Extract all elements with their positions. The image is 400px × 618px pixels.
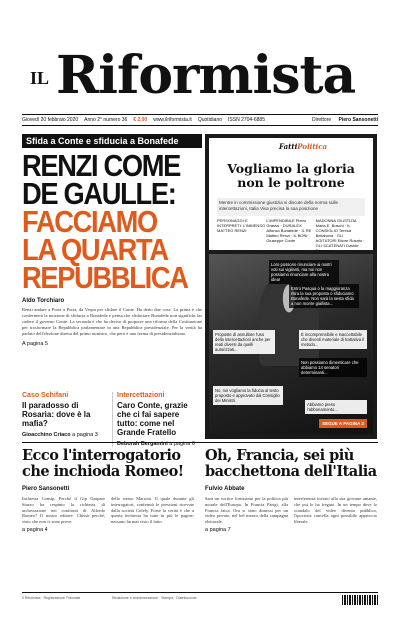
brief-page: a pagina 3	[72, 432, 98, 438]
headline-line: DE GAULLE:	[22, 176, 176, 211]
brief-author: Gioacchino Criaco	[22, 432, 71, 438]
body-column: Sarà un vortice fortissimo per la politica più morale dell'Europa. In Francia Parigi, alla Francia laica. Ora si sono dimessi per un video privato, nel bel mezzo della campagna elettorale.	[205, 496, 288, 525]
brief-tag: Caso Schifani	[22, 392, 69, 399]
brief-title: Il paradosso di Rosaria: dove è la mafia?	[22, 401, 91, 428]
photo-caption: Loro possono rinunciare ai nostri voti sui vigilanti, ma noi non possiamo rinunciare alla nostra idea!	[269, 260, 339, 284]
panel-title-line: non le poltrone	[237, 175, 345, 190]
brief-page: a pagina 6	[169, 441, 195, 447]
panel-brand-text: Fatti	[279, 142, 298, 151]
bottom-author: Piero Sansonetti	[22, 486, 70, 492]
body-column: Inchiesta Consip. Perché il Gip Gaspare Sturzo ha respinto la richiesta di archiviazione nei confronti di Alfredo Romeo? Il nostro editore. Chissà perché, visto che non ci sono prove.	[22, 496, 105, 525]
photo-caption: Non possiamo dimenticare che abbiamo 14 senatori determinanti...	[299, 358, 367, 377]
cast-column: L'IMPENDIBILE Pietro Grasso · DURALEX Alfonso Bonafede · IL RE Matteo Renzi · IL BONI Giuseppe Conte	[266, 218, 312, 243]
lead-author: Aldo Torchiaro	[22, 298, 65, 304]
headline-line-accent: FACCIAMO	[22, 204, 157, 239]
panel-title	[209, 162, 373, 190]
dateline	[22, 114, 378, 126]
bottom-page-ref[interactable]: a pagina 4	[22, 526, 48, 533]
body-column: interferenza inviato alla sua giovane amante, che poi lo ha fregato. In un tempo dove lo scandalo del video diventa pubblico, l'ipocrisia cancella ogni possibile approccio liberale.	[294, 496, 377, 525]
headline-line: RENZI COME	[22, 148, 181, 183]
frequency: Quotidiano	[197, 117, 223, 123]
director-name: Piero Sansonetti	[338, 117, 378, 123]
panel-brand	[279, 142, 327, 151]
brief-story[interactable]	[112, 392, 200, 447]
photo-caption: Abbiamo preso l'abbonamento...	[305, 400, 367, 414]
bottom-story[interactable]	[205, 448, 377, 533]
bottom-body	[205, 496, 377, 525]
brief-tag: Intercettazioni	[117, 392, 165, 399]
bottom-page-ref[interactable]: a pagina 7	[205, 526, 231, 533]
feature-panel[interactable]	[205, 134, 377, 439]
cast-column: PERSONAGGI E INTERPRETI: L'IMMENSO MATTEO RENZI	[217, 218, 266, 233]
body-column: dello stesso Marroni. Il quale durante gli interrogatori, confermò le pressioni ricevute dalla società Cofely. Forse la verità è che a questa inchiesta ha tutte in più le pagine: nessuno ha mai visto il fatto.	[111, 496, 194, 525]
bottom-author: Fulvio Abbate	[205, 486, 245, 492]
website-link[interactable]: www.ilriformista.it	[153, 117, 192, 123]
panel-subtitle: Mentre in commissione giustizia si discute della norma sulle intercettazioni, Italia Viva precisa la sua posizione	[217, 198, 365, 216]
brief-title: Caro Conte, grazie che ci fai sapere tutto: come nel Grande Fratello	[117, 401, 188, 437]
panel-title-line: Vogliamo la gloria	[227, 161, 355, 176]
lead-page-ref[interactable]: A pagina 5	[22, 341, 48, 347]
masthead	[0, 0, 400, 123]
segue-link[interactable]: SEGUE A PAGINA 2	[319, 419, 367, 428]
price: € 2,00	[133, 117, 148, 123]
bottom-body	[22, 496, 194, 525]
lead-body: Renzi andare a Porta a Porta, da Vespa per sfidare il Conte. Ha detto due cose. La prima è che confermerà la mozione di sfiducia a Bonafede e pensa che sfiduciare Bonafede non significhi far cadere il governo Conte. La seconda è che ha deciso di proporre una riforma della Costituzione per trasformare la Repubblica parlamentare in una Repubblica presidenziale. Per la verità ha parlato dell'elezione diretta del primo ministro, che però è una forma di presidenzialismo.	[22, 307, 202, 336]
photo-caption: È incomprensibile e inaccettabile che diventi materiale di trattativa il metodo...	[299, 330, 367, 349]
headline-line-accent: LA QUARTA	[22, 232, 168, 267]
feature-card	[209, 138, 373, 253]
issn: ISSN 2704-6885	[228, 117, 265, 123]
issue-date: Giovedì 20 febbraio 2020	[22, 117, 79, 123]
lead-story[interactable]	[22, 134, 202, 347]
director	[312, 117, 378, 123]
bottom-story[interactable]	[22, 448, 194, 533]
footer-left: Il Riformista · Registrazione Tribunale	[22, 596, 81, 600]
bottom-headline: Oh, Francia, sei più bacchettona dell'Italia	[205, 447, 377, 480]
lead-headline[interactable]	[22, 148, 202, 295]
brief-author: Deborah Bergamini	[117, 441, 168, 447]
headline-line-accent: REPUBBLICA	[22, 260, 188, 295]
footer-middle: Redazione e amministrazione · Stampa · Distribuzione	[112, 596, 197, 600]
issue-number: Anno 2° numero 36	[84, 117, 128, 123]
photo-caption: Entro Pasqua o la maggioranza ritira la sua proposta o sfiduciamo Bonafede. Non sarà la sesta sfida a non morire giallista...	[289, 284, 359, 308]
brief-ref	[22, 432, 110, 438]
logo[interactable]: Riformista	[56, 45, 356, 106]
section-divider	[22, 442, 378, 443]
footer	[22, 592, 378, 606]
brief-story[interactable]	[22, 392, 110, 438]
photo-caption: No, noi vogliamo la fiducia al testo proposto e approvato dal Consiglio dei Ministri.	[213, 386, 283, 405]
director-label: Direttore	[311, 117, 332, 123]
logo-prefix: IL	[30, 68, 50, 88]
panel-brand-accent: Politica	[297, 142, 328, 151]
bottom-headline: Ecco l'interrogatorio che inchioda Romeo!	[22, 447, 184, 480]
photo-caption: Proposte di annullare l'uso della intercettazioni anche per reati diversi da quelli autorizzati...	[213, 330, 275, 354]
cast-list	[217, 218, 365, 253]
barcode	[342, 595, 378, 605]
feature-photo	[209, 254, 373, 434]
lead-kicker: Sfida a Conte e sfiducia a Bonafede	[22, 134, 202, 148]
cast-column: MADONNA GIUSTIZIA Maria E. Boschi · IL CONSIGLIO Teresa Bellanova · GLI AGITATORI Ettore Rosato · GLI SCATENATI Davide Faraone	[315, 218, 365, 253]
